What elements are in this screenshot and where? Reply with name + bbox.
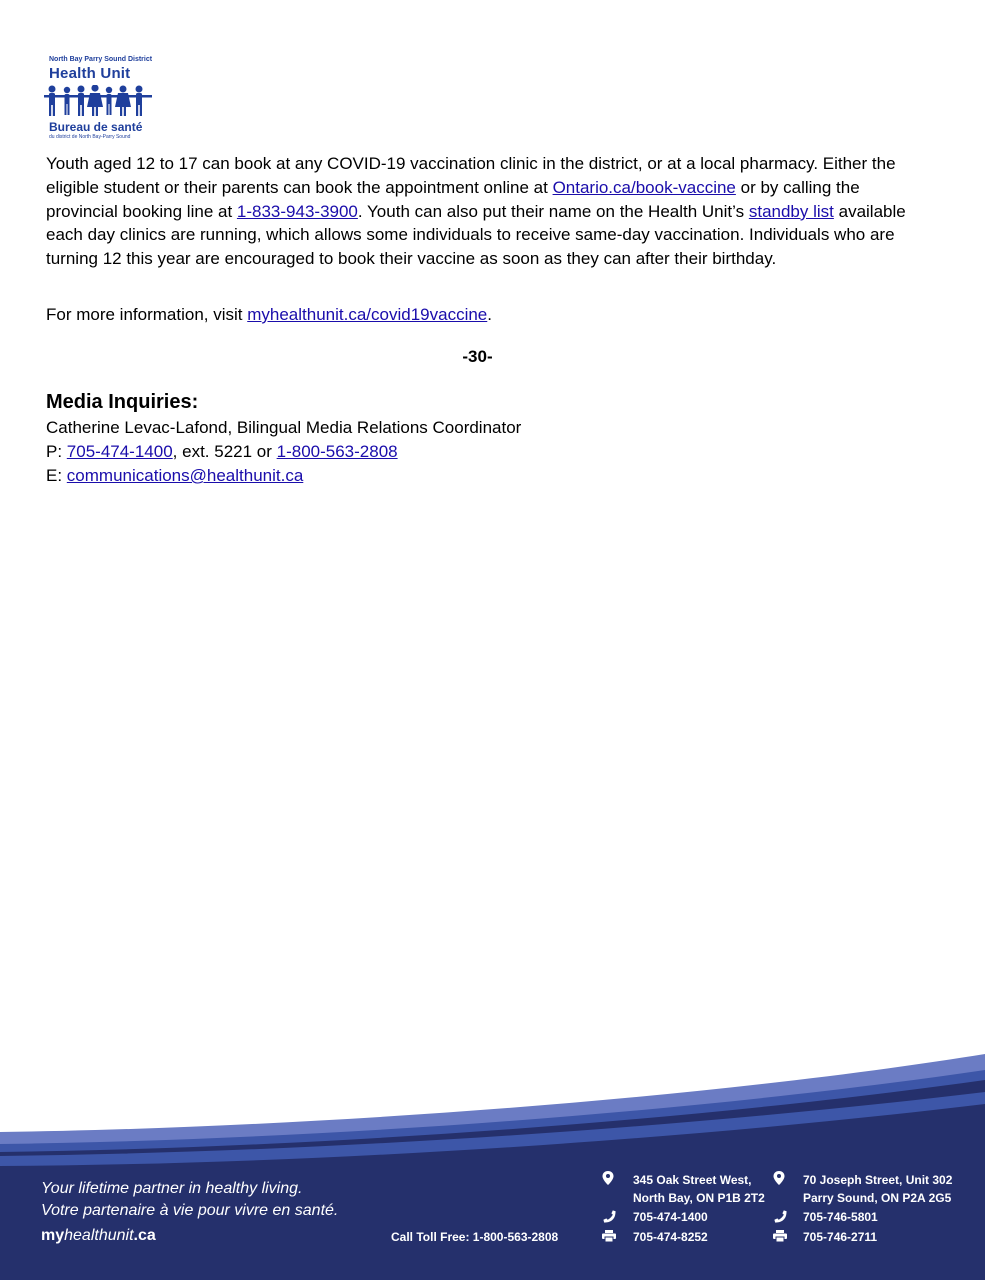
phone-extension-text: , ext. 5221 or	[172, 442, 277, 461]
standby-list-link[interactable]: standby list	[748, 201, 834, 221]
office2-fax: 705-746-2711	[803, 1230, 878, 1244]
paragraph-text: For more information, visit	[46, 305, 248, 324]
youth-booking-paragraph	[46, 152, 926, 271]
health-unit-logo	[44, 56, 152, 142]
office1-address-line2: North Bay, ON P1B 2T2	[633, 1191, 765, 1205]
paragraph-text: Youth aged 12 to 17 can book at any COVID-19 vaccination clinic in the district, or at a local pharmacy. Either the eligible student or their parents can book the appointment online at	[46, 154, 896, 197]
phone-icon	[603, 1210, 616, 1223]
media-inquiries-heading: Media Inquiries:	[46, 391, 199, 413]
paragraph-text: available each day clinics are running, which allows some individuals to receive same-day vaccination. Individuals who are turning 12 this year are encouraged to book their vaccine as soon as they can after their birthday.	[46, 201, 906, 269]
end-mark: -30-	[462, 347, 493, 366]
toll-free-number: Call Toll Free: 1-800-563-2808	[391, 1230, 559, 1244]
phone-icon	[774, 1210, 787, 1223]
phone-prefix: P:	[46, 442, 67, 461]
site-prefix: my	[41, 1227, 65, 1244]
office1-phone: 705-474-1400	[633, 1210, 708, 1224]
office2-address-line2: Parry Sound, ON P2A 2G5	[803, 1191, 952, 1205]
tagline-french: Votre partenaire à vie pour vivre en santé.	[41, 1202, 339, 1219]
fax-icon	[602, 1230, 616, 1242]
website-name	[41, 1227, 156, 1245]
office1-fax: 705-474-8252	[633, 1230, 708, 1244]
logo-district-name: North Bay Parry Sound District	[49, 56, 153, 63]
map-pin-icon	[773, 1171, 785, 1185]
map-pin-icon	[602, 1171, 614, 1185]
office2-phone: 705-746-5801	[803, 1210, 878, 1224]
provincial-booking-line-link[interactable]: 1-833-943-3900	[236, 201, 358, 221]
media-phone-line	[46, 442, 398, 462]
fax-icon	[773, 1230, 787, 1242]
site-suffix: .ca	[133, 1227, 156, 1244]
tagline-english: Your lifetime partner in healthy living.	[41, 1180, 303, 1197]
media-contact-name: Catherine Levac-Lafond, Bilingual Media Relations Coordinator	[46, 418, 522, 437]
media-email-line	[46, 466, 303, 486]
paragraph-text: or by calling the provincial booking line at	[46, 177, 860, 221]
covid19vaccine-link[interactable]: myhealthunit.ca/covid19vaccine	[247, 305, 488, 324]
media-email-link[interactable]: communications@healthunit.ca	[66, 466, 304, 485]
office2-address-line1: 70 Joseph Street, Unit 302	[803, 1173, 953, 1187]
logo-health-unit: Health Unit	[49, 65, 131, 82]
paragraph-text: . Youth can also put their name on the Health Unit’s	[357, 201, 749, 221]
media-toll-free-link[interactable]: 1-800-563-2808	[276, 442, 398, 461]
site-middle: healthunit	[64, 1227, 134, 1244]
paragraph-text: .	[487, 305, 492, 324]
logo-bureau-de-sante: Bureau de santé	[49, 120, 143, 134]
email-prefix: E:	[46, 466, 67, 485]
logo-people-figures-icon	[44, 85, 152, 117]
office1-address-line1: 345 Oak Street West,	[633, 1173, 752, 1187]
ontario-book-vaccine-link[interactable]: Ontario.ca/book-vaccine	[552, 177, 736, 197]
media-phone-link[interactable]: 705-474-1400	[66, 442, 173, 461]
more-information-paragraph	[46, 303, 926, 327]
logo-district-name-fr: du district de North Bay-Parry Sound	[49, 134, 131, 140]
